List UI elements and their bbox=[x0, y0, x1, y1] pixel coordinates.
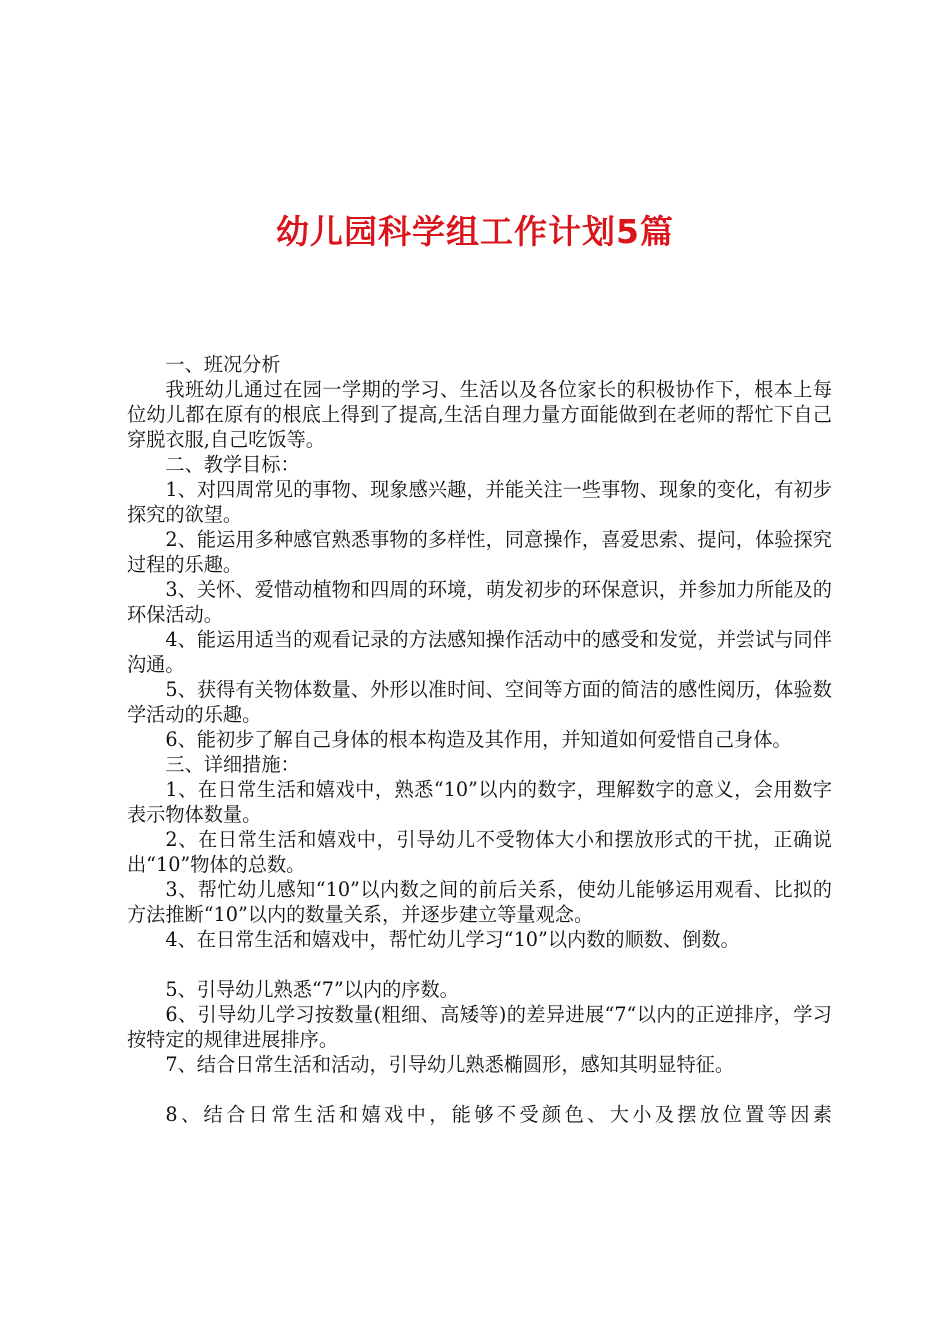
paragraph: 8、结合日常生活和嬉戏中，能够不受颜色、大小及摆放位置等因素 bbox=[165, 1103, 832, 1126]
paragraph: 1、在日常生活和嬉戏中，熟悉“10”以内的数字，理解数字的意义，会用数字表示物体数量。 bbox=[127, 778, 832, 826]
document-title: 幼儿园科学组工作计划5篇 bbox=[276, 212, 674, 251]
paragraph: 5、获得有关物体数量、外形以准时间、空间等方面的简洁的感性阅历，体验数学活动的乐趣。 bbox=[127, 678, 832, 726]
paragraph: 6、能初步了解自己身体的根本构造及其作用，并知道如何爱惜自己身体。 bbox=[165, 728, 792, 751]
paragraph: 4、在日常生活和嬉戏中，帮忙幼儿学习“10”以内数的顺数、倒数。 bbox=[165, 928, 740, 951]
section-heading-teaching-goals: 二、教学目标： bbox=[165, 453, 300, 476]
paragraph: 7、结合日常生活和活动，引导幼儿熟悉椭圆形，感知其明显特征。 bbox=[165, 1053, 735, 1076]
paragraph: 5、引导幼儿熟悉“7”以内的序数。 bbox=[165, 978, 459, 1001]
paragraph: 1、对四周常见的事物、现象感兴趣，并能关注一些事物、现象的变化，有初步探究的欲望。 bbox=[127, 478, 832, 526]
paragraph: 3、关怀、爱惜动植物和四周的环境，萌发初步的环保意识，并参加力所能及的环保活动。 bbox=[127, 578, 832, 626]
paragraph: 6、引导幼儿学习按数量(粗细、高矮等)的差异进展“7“以内的正逆排序，学习按特定的规律进展排序。 bbox=[127, 1003, 832, 1051]
paragraph: 2、在日常生活和嬉戏中，引导幼儿不受物体大小和摆放形式的干扰，正确说出“10”物体的总数。 bbox=[127, 828, 832, 876]
paragraph: 我班幼儿通过在园一学期的学习、生活以及各位家长的积极协作下，根本上每位幼儿都在原有的根底上得到了提高,生活自理力量方面能做到在老师的帮忙下自己穿脱衣服,自己吃饭等。 bbox=[127, 378, 832, 451]
section-heading-measures: 三、详细措施： bbox=[165, 753, 300, 776]
paragraph: 3、帮忙幼儿感知“10”以内数之间的前后关系，使幼儿能够运用观看、比拟的方法推断“10”以内的数量关系，并逐步建立等量观念。 bbox=[127, 878, 832, 926]
paragraph: 4、能运用适当的观看记录的方法感知操作活动中的感受和发觉，并尝试与同伴沟通。 bbox=[127, 628, 832, 676]
section-heading-class-analysis: 一、班况分析 bbox=[165, 353, 281, 376]
paragraph: 2、能运用多种感官熟悉事物的多样性，同意操作，喜爱思索、提问，体验探究过程的乐趣。 bbox=[127, 528, 832, 576]
document-body bbox=[127, 352, 832, 1127]
